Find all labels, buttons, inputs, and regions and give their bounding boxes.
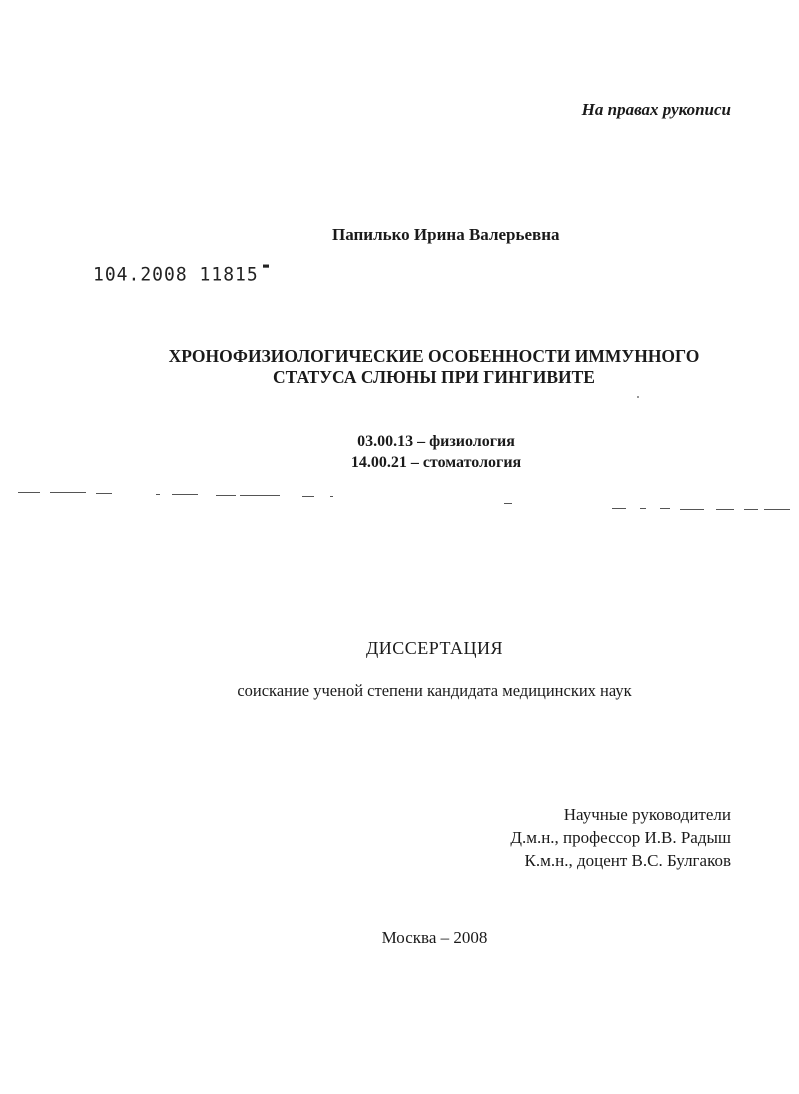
supervisors-block [510, 803, 731, 872]
scan-dash [764, 509, 790, 510]
supervisor-item: Д.м.н., профессор И.В. Радыш [510, 828, 731, 847]
stamp-number: 104.2008 11815 [93, 263, 259, 286]
scan-dash [660, 508, 670, 509]
scan-dash [680, 509, 704, 510]
title-line-2: СТАТУСА СЛЮНЫ ПРИ ГИНГИВИТЕ [273, 367, 595, 387]
scan-dash [50, 492, 86, 493]
scan-dash [640, 508, 646, 509]
scan-dash [744, 509, 758, 510]
author-name: Папилько Ирина Валерьевна [332, 225, 560, 244]
supervisors-heading: Научные руководители [563, 805, 731, 824]
specialty-codes [0, 431, 799, 473]
scan-dash [96, 493, 112, 494]
scan-dash [240, 495, 280, 496]
scan-dash [330, 496, 333, 497]
scan-dash [156, 494, 160, 495]
degree-statement: соискание ученой степени кандидата медицинских наук [237, 681, 632, 700]
scan-dash [172, 494, 198, 495]
specialty-item: 03.00.13 – физиология [357, 433, 515, 450]
scan-dash [302, 496, 314, 497]
place-year: Москва – 2008 [381, 928, 488, 947]
stamp-mark [263, 265, 269, 268]
scan-dash [504, 503, 512, 504]
scan-speck [637, 396, 639, 398]
scan-dash [18, 492, 40, 493]
rights-note: На правах рукописи [581, 100, 731, 119]
specialty-item: 14.00.21 – стоматология [350, 454, 522, 471]
dissertation-title [0, 346, 799, 388]
scan-dash [216, 495, 236, 496]
scan-dash [612, 508, 626, 509]
supervisor-item: К.м.н., доцент В.С. Булгаков [524, 851, 731, 870]
registration-stamp [93, 263, 269, 285]
title-line-1: ХРОНОФИЗИОЛОГИЧЕСКИЕ ОСОБЕННОСТИ ИММУННОГО [168, 346, 700, 366]
document-type: ДИССЕРТАЦИЯ [365, 638, 504, 658]
scan-dash [716, 509, 734, 510]
